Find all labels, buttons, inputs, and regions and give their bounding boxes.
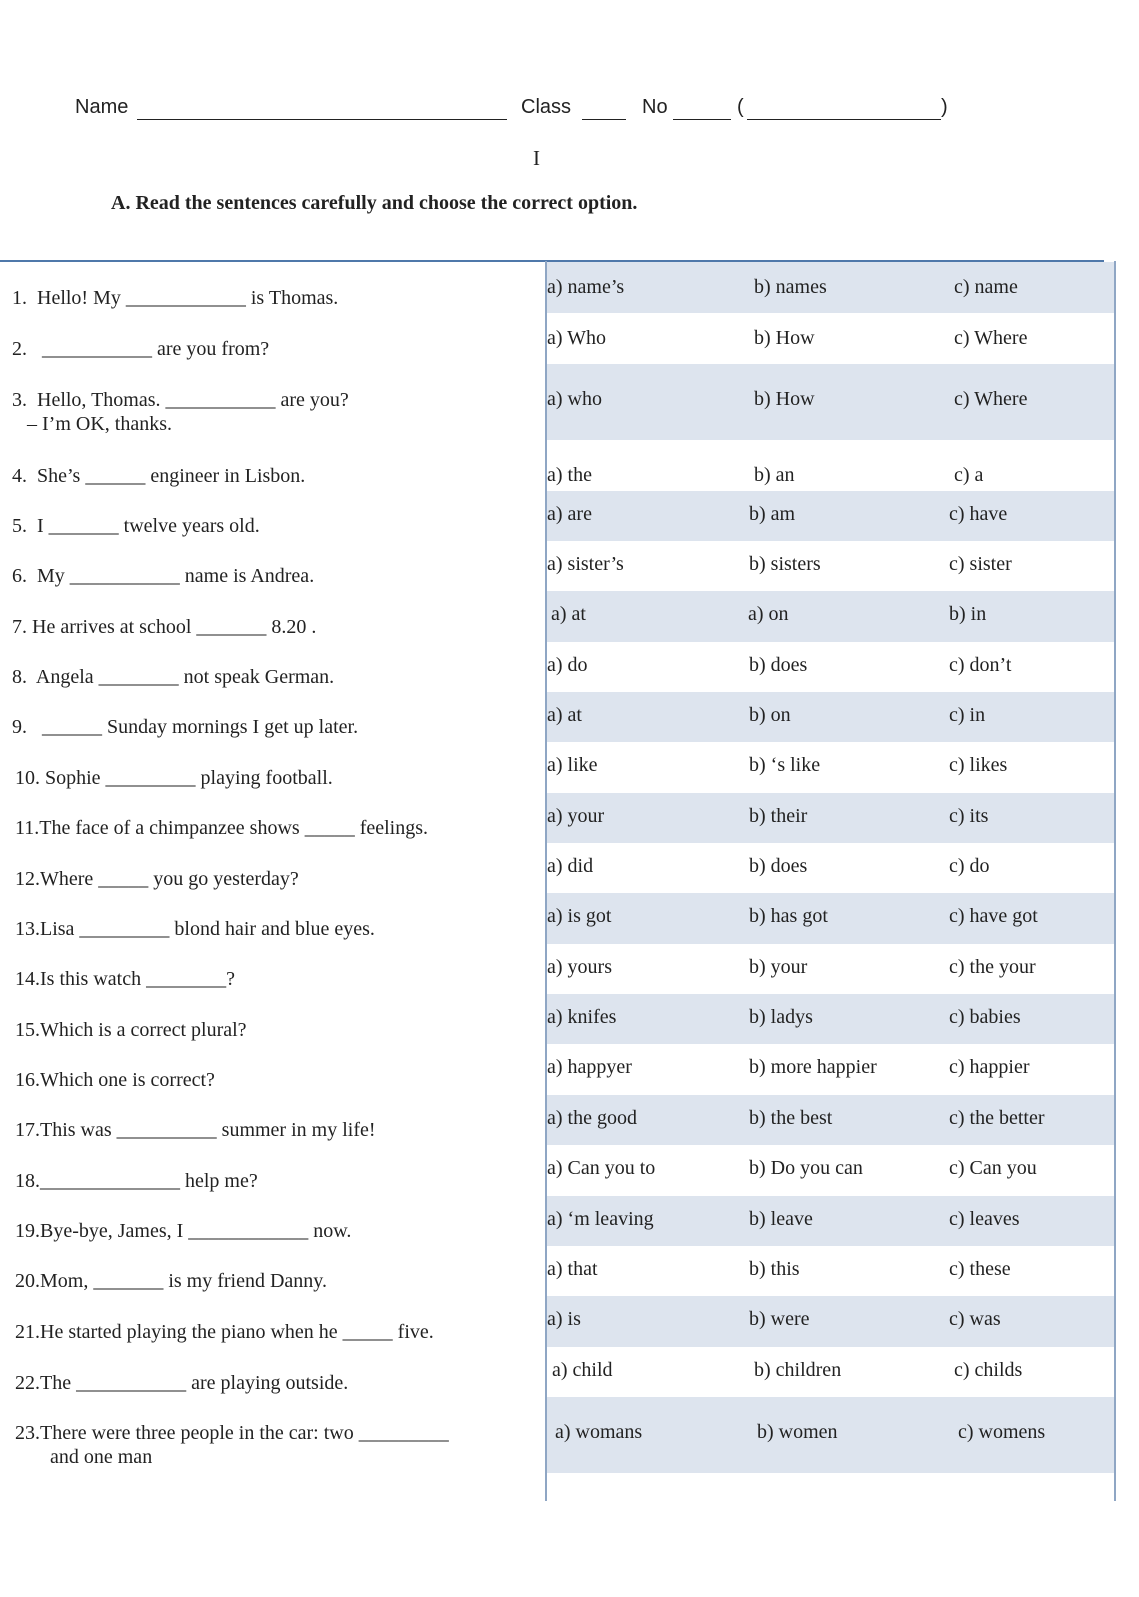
question-text: 20.Mom, _______ is my friend Danny. (15, 1270, 328, 1292)
option-a[interactable]: a) sister’s (547, 553, 624, 575)
question-17 (15, 1118, 555, 1142)
option-b[interactable]: b) on (749, 704, 791, 726)
question-19 (15, 1219, 555, 1243)
class-field[interactable] (582, 119, 626, 120)
options-row-9 (547, 692, 1114, 742)
options-row-11 (547, 793, 1114, 843)
option-b[interactable]: b) sisters (749, 553, 821, 575)
options-row-4 (547, 440, 1114, 491)
question-text: 14.Is this watch ________? (15, 968, 235, 990)
question-text: 13.Lisa _________ blond hair and blue eyes. (15, 918, 375, 940)
question-1 (12, 286, 552, 310)
question-text: 11.The face of a chimpanzee shows _____ feelings. (15, 817, 428, 839)
options-row-17 (547, 1095, 1114, 1145)
options-row-21 (547, 1296, 1114, 1347)
section-number: I (533, 146, 540, 170)
instruction: A. Read the sentences carefully and choose the correct option. (111, 192, 638, 214)
option-c[interactable]: c) babies (949, 1006, 1021, 1028)
question-text: – I’m OK, thanks. (12, 413, 172, 435)
question-text: 4. She’s ______ engineer in Lisbon. (12, 465, 306, 487)
option-b[interactable]: b) does (749, 654, 808, 676)
question-20 (15, 1269, 555, 1293)
option-a[interactable]: a) your (547, 805, 605, 827)
question-text: and one man (15, 1446, 153, 1468)
question-8 (12, 665, 552, 689)
paren-open: ( (737, 96, 744, 118)
options-row-19 (547, 1196, 1114, 1246)
option-a[interactable]: a) the (547, 464, 592, 486)
option-c[interactable]: c) do (949, 855, 990, 877)
question-text: 5. I _______ twelve years old. (12, 515, 260, 537)
option-a[interactable]: a) womans (555, 1421, 643, 1443)
student-info-header (75, 96, 975, 126)
question-2 (12, 337, 552, 361)
option-c[interactable]: c) happier (949, 1056, 1030, 1078)
option-c[interactable]: c) was (949, 1308, 1001, 1330)
option-c[interactable]: c) have (949, 503, 1008, 525)
question-text: 12.Where _____ you go yesterday? (15, 868, 299, 890)
options-row-15 (547, 994, 1114, 1044)
options-row-13 (547, 893, 1114, 944)
option-a[interactable]: a) knifes (547, 1006, 617, 1028)
option-b[interactable]: b) leave (749, 1208, 813, 1230)
option-b[interactable]: b) this (749, 1258, 800, 1280)
option-b[interactable]: b) names (754, 276, 827, 298)
question-text: 3. Hello, Thomas. ___________ are you? (12, 389, 349, 411)
name-label: Name (75, 96, 129, 118)
question-11 (15, 816, 555, 840)
option-a[interactable]: a) who (547, 388, 602, 410)
question-3 (12, 388, 552, 436)
question-4 (12, 464, 552, 488)
options-row-8 (547, 642, 1114, 692)
option-a[interactable]: a) that (547, 1258, 598, 1280)
option-c[interactable]: c) in (949, 704, 986, 726)
option-b[interactable]: b) women (757, 1421, 838, 1443)
option-c[interactable]: c) Can you (949, 1157, 1037, 1179)
option-a[interactable]: a) Can you to (547, 1157, 656, 1179)
option-b[interactable]: b) your (749, 956, 808, 978)
question-text: 10. Sophie _________ playing football. (15, 767, 333, 789)
options-row-16 (547, 1044, 1114, 1095)
column-divider (545, 261, 547, 1501)
paren-close: ) (941, 96, 948, 118)
option-c[interactable]: c) womens (958, 1421, 1046, 1443)
extra-field[interactable] (747, 119, 941, 120)
options-row-7 (547, 591, 1114, 642)
option-c[interactable]: c) Where (954, 327, 1028, 349)
question-18 (15, 1169, 555, 1193)
question-12 (15, 867, 555, 891)
question-23 (15, 1421, 555, 1469)
option-a[interactable]: a) at (547, 704, 582, 726)
options-row-23 (547, 1397, 1114, 1473)
options-row-3 (547, 364, 1114, 440)
question-text: 18.______________ help me? (15, 1170, 258, 1192)
question-text: 15.Which is a correct plural? (15, 1019, 247, 1041)
option-c[interactable]: c) likes (949, 754, 1008, 776)
option-b[interactable]: b) were (749, 1308, 810, 1330)
option-c[interactable]: c) these (949, 1258, 1011, 1280)
question-text: 23.There were three people in the car: two _________ (15, 1422, 449, 1444)
options-row-2 (547, 313, 1114, 364)
option-b[interactable]: b) How (754, 327, 815, 349)
options-row-5 (547, 491, 1114, 541)
question-text: 8. Angela ________ not speak German. (12, 666, 335, 688)
option-b[interactable]: b) How (754, 388, 815, 410)
options-row-18 (547, 1145, 1114, 1196)
question-5 (12, 514, 552, 538)
option-c[interactable]: c) a (954, 464, 984, 486)
options-row-14 (547, 944, 1114, 994)
question-10 (15, 766, 555, 790)
option-a[interactable]: a) like (547, 754, 598, 776)
question-text: 22.The ___________ are playing outside. (15, 1372, 349, 1394)
question-6 (12, 564, 552, 588)
option-c[interactable]: c) Where (954, 388, 1028, 410)
question-22 (15, 1371, 555, 1395)
option-b[interactable]: b) the best (749, 1107, 833, 1129)
option-a[interactable]: a) yours (547, 956, 612, 978)
option-a[interactable]: a) is (547, 1308, 581, 1330)
question-9 (12, 715, 552, 739)
question-21 (15, 1320, 555, 1344)
option-c[interactable]: b) in (949, 603, 987, 625)
option-c[interactable]: c) name (954, 276, 1018, 298)
question-text: 2. ___________ are you from? (12, 338, 270, 360)
option-b[interactable]: b) has got (749, 905, 828, 927)
question-text: 16.Which one is correct? (15, 1069, 215, 1091)
option-c[interactable]: c) its (949, 805, 989, 827)
option-a[interactable]: a) at (551, 603, 586, 625)
option-b[interactable]: b) an (754, 464, 795, 486)
option-c[interactable]: c) have got (949, 905, 1038, 927)
class-label: Class (521, 96, 572, 118)
option-a[interactable]: a) ‘m leaving (547, 1208, 654, 1230)
option-c[interactable]: c) sister (949, 553, 1012, 575)
table-right-border (1114, 261, 1116, 1501)
question-13 (15, 917, 555, 941)
question-text: 17.This was __________ summer in my life! (15, 1119, 376, 1141)
question-text: 19.Bye-bye, James, I ____________ now. (15, 1220, 352, 1242)
option-b[interactable]: b) ladys (749, 1006, 813, 1028)
question-text: 21.He started playing the piano when he _____ five. (15, 1321, 434, 1343)
option-c[interactable]: c) the your (949, 956, 1036, 978)
no-label: No (642, 96, 668, 118)
option-b[interactable]: b) does (749, 855, 808, 877)
option-a[interactable]: a) did (547, 855, 594, 877)
option-c[interactable]: c) leaves (949, 1208, 1020, 1230)
option-a[interactable]: a) are (547, 503, 592, 525)
option-a[interactable]: a) Who (547, 327, 607, 349)
option-b[interactable]: b) their (749, 805, 808, 827)
option-b[interactable]: b) Do you can (749, 1157, 863, 1179)
question-7 (12, 615, 552, 639)
option-c[interactable]: c) the better (949, 1107, 1045, 1129)
question-text: 1. Hello! My ____________ is Thomas. (12, 287, 339, 309)
question-16 (15, 1068, 555, 1092)
option-b[interactable]: b) ‘s like (749, 754, 821, 776)
option-b[interactable]: b) children (754, 1359, 842, 1381)
question-text: 9. ______ Sunday mornings I get up later. (12, 716, 359, 738)
question-14 (15, 967, 555, 991)
question-text: 6. My ___________ name is Andrea. (12, 565, 315, 587)
option-b[interactable]: b) more happier (749, 1056, 877, 1078)
option-b[interactable]: a) on (748, 603, 789, 625)
name-field[interactable] (137, 119, 507, 120)
option-a[interactable]: a) name’s (547, 276, 625, 298)
option-a[interactable]: a) child (552, 1359, 613, 1381)
options-row-10 (547, 742, 1114, 793)
options-row-20 (547, 1246, 1114, 1296)
option-c[interactable]: c) don’t (949, 654, 1012, 676)
question-15 (15, 1018, 555, 1042)
option-a[interactable]: a) do (547, 654, 588, 676)
option-a[interactable]: a) happyer (547, 1056, 632, 1078)
option-c[interactable]: c) childs (954, 1359, 1023, 1381)
option-b[interactable]: b) am (749, 503, 796, 525)
options-row-1 (547, 262, 1114, 313)
number-field[interactable] (673, 119, 731, 120)
options-row-22 (547, 1347, 1114, 1397)
options-row-6 (547, 541, 1114, 591)
option-a[interactable]: a) the good (547, 1107, 637, 1129)
question-text: 7. He arrives at school _______ 8.20 . (12, 616, 317, 638)
option-a[interactable]: a) is got (547, 905, 612, 927)
options-row-12 (547, 843, 1114, 893)
